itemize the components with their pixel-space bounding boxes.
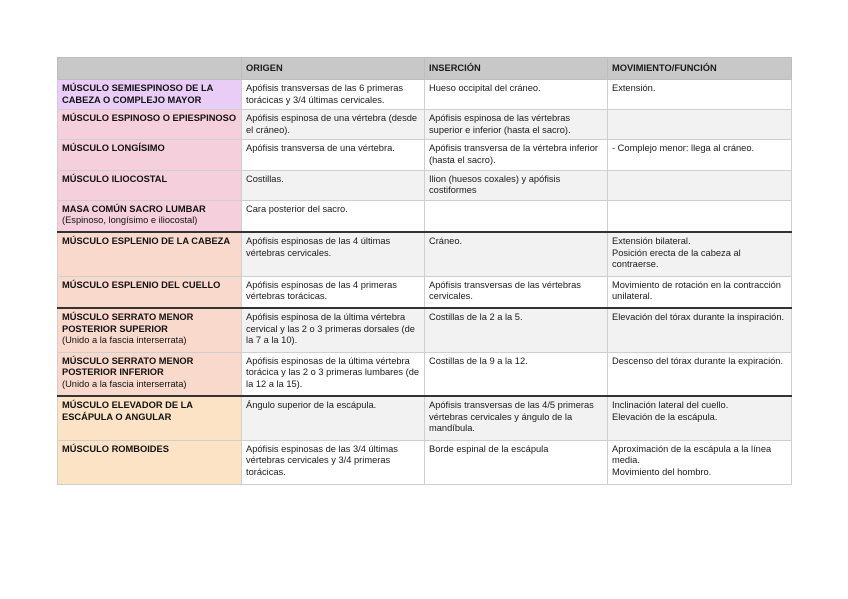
insercion-cell: Apófisis transversa de la vértebra inferior (hasta el sacro). bbox=[425, 140, 608, 170]
origen-cell: Ángulo superior de la escápula. bbox=[242, 396, 425, 440]
movimiento-line: Aproximación de la escápula a la línea media. bbox=[612, 443, 772, 466]
table-row bbox=[58, 140, 792, 170]
movimiento-line: Extensión bilateral. bbox=[612, 236, 691, 247]
muscle-name-cell bbox=[58, 232, 242, 276]
insercion-cell: Cráneo. bbox=[425, 232, 608, 276]
movimiento-cell bbox=[608, 140, 792, 170]
header-movimiento: MOVIMIENTO/FUNCIÓN bbox=[608, 58, 792, 80]
muscle-name: MÚSCULO ILIOCOSTAL bbox=[62, 173, 168, 184]
muscle-name: MÚSCULO ESPLENIO DE LA CABEZA bbox=[62, 236, 231, 247]
muscle-note: (Espinoso, longísimo e iliocostal) bbox=[62, 215, 198, 226]
movimiento-line: Extensión. bbox=[612, 83, 656, 93]
insercion-cell: Borde espinal de la escápula bbox=[425, 440, 608, 484]
muscle-name-cell bbox=[58, 352, 242, 396]
movimiento-line: - Complejo menor: llega al cráneo. bbox=[612, 143, 755, 154]
origen-cell: Apófisis transversa de una vértebra. bbox=[242, 140, 425, 170]
table-row bbox=[58, 396, 792, 440]
muscle-note: (Unido a la fascia interserrata) bbox=[62, 335, 187, 346]
insercion-cell: Apófisis espinosa de las vértebras superior e inferior (hasta el sacro). bbox=[425, 110, 608, 140]
origen-cell: Cara posterior del sacro. bbox=[242, 200, 425, 232]
muscle-name: MÚSCULO ROMBOIDES bbox=[62, 443, 169, 454]
muscle-name: MASA COMÚN SACRO LUMBAR bbox=[62, 203, 206, 214]
table-row bbox=[58, 80, 792, 110]
header-insercion: INSERCIÓN bbox=[425, 58, 608, 80]
muscle-name-cell bbox=[58, 440, 242, 484]
movimiento-cell bbox=[608, 440, 792, 484]
movimiento-cell bbox=[608, 232, 792, 276]
movimiento-cell bbox=[608, 308, 792, 352]
insercion-cell: Costillas de la 2 a la 5. bbox=[425, 308, 608, 352]
origen-cell: Apófisis espinosas de las 4 primeras vértebras torácicas. bbox=[242, 276, 425, 308]
table-row bbox=[58, 276, 792, 308]
muscle-name-cell bbox=[58, 140, 242, 170]
movimiento-cell bbox=[608, 352, 792, 396]
muscle-note: (Unido a la fascia interserrata) bbox=[62, 378, 187, 389]
muscle-name: MÚSCULO SERRATO MENOR POSTERIOR SUPERIOR bbox=[62, 312, 194, 334]
origen-cell: Apófisis transversas de las 6 primeras torácicas y 3/4 últimas cervicales. bbox=[242, 80, 425, 110]
table-row bbox=[58, 352, 792, 396]
muscle-name-cell bbox=[58, 396, 242, 440]
table-header-row bbox=[58, 58, 792, 80]
muscle-name: MÚSCULO ELEVADOR DE LA ESCÁPULA O ANGULAR bbox=[62, 400, 193, 422]
origen-cell: Apófisis espinosa de la última vértebra cervical y las 2 o 3 primeras dorsales (de la 7 a la 10). bbox=[242, 308, 425, 352]
origen-cell: Apófisis espinosa de una vértebra (desde el cráneo). bbox=[242, 110, 425, 140]
insercion-cell: Apófisis transversas de las vértebras cervicales. bbox=[425, 276, 608, 308]
movimiento-line: Elevación de la escápula. bbox=[612, 411, 718, 422]
muscle-name-cell bbox=[58, 170, 242, 200]
movimiento-line: Posición erecta de la cabeza al contraerse. bbox=[612, 247, 741, 270]
origen-cell: Apófisis espinosas de las 3/4 últimas vértebras cervicales y 3/4 primeras torácicas. bbox=[242, 440, 425, 484]
movimiento-cell bbox=[608, 396, 792, 440]
muscle-name: MÚSCULO ESPINOSO O EPIESPINOSO bbox=[62, 113, 237, 124]
movimiento-cell bbox=[608, 80, 792, 110]
muscle-name: MÚSCULO SERRATO MENOR POSTERIOR INFERIOR bbox=[62, 355, 194, 378]
muscle-name-cell bbox=[58, 308, 242, 352]
movimiento-line: Inclinación lateral del cuello. bbox=[612, 400, 729, 411]
muscle-name-cell bbox=[58, 200, 242, 232]
muscle-name: MÚSCULO SEMIESPINOSO DE LA CABEZA O COMPLEJO MAYOR bbox=[62, 83, 214, 105]
movimiento-cell bbox=[608, 170, 792, 200]
insercion-cell: Ilion (huesos coxales) y apófisis costiformes bbox=[425, 170, 608, 200]
movimiento-cell bbox=[608, 200, 792, 232]
header-empty bbox=[58, 58, 242, 80]
muscles-table bbox=[57, 57, 792, 485]
movimiento-cell bbox=[608, 276, 792, 308]
movimiento-line: Movimiento de rotación en la contracción unilateral. bbox=[612, 279, 781, 302]
origen-cell: Apófisis espinosas de las 4 últimas vértebras cervicales. bbox=[242, 232, 425, 276]
muscle-name-cell bbox=[58, 110, 242, 140]
movimiento-cell bbox=[608, 110, 792, 140]
muscle-name: MÚSCULO ESPLENIO DEL CUELLO bbox=[62, 279, 221, 290]
table-row bbox=[58, 200, 792, 232]
header-origen: ORIGEN bbox=[242, 58, 425, 80]
muscle-name: MÚSCULO LONGÍSIMO bbox=[62, 143, 165, 154]
table-row bbox=[58, 170, 792, 200]
table-row bbox=[58, 440, 792, 484]
insercion-cell: Hueso occipital del cráneo. bbox=[425, 80, 608, 110]
movimiento-line: Descenso del tórax durante la expiración. bbox=[612, 355, 784, 366]
muscle-name-cell bbox=[58, 276, 242, 308]
origen-cell: Apófisis espinosas de la última vértebra torácica y las 2 o 3 primeras lumbares (de la 12 a la 15). bbox=[242, 352, 425, 396]
muscle-name-cell bbox=[58, 80, 242, 110]
insercion-cell: Costillas de la 9 a la 12. bbox=[425, 352, 608, 396]
origen-cell: Costillas. bbox=[242, 170, 425, 200]
table-row bbox=[58, 308, 792, 352]
insercion-cell: Apófisis transversas de las 4/5 primeras vértebras cervicales y ángulo de la mandíbula. bbox=[425, 396, 608, 440]
insercion-cell bbox=[425, 200, 608, 232]
table-row bbox=[58, 110, 792, 140]
movimiento-line: Movimiento del hombro. bbox=[612, 466, 712, 477]
table-row bbox=[58, 232, 792, 276]
movimiento-line: Elevación del tórax durante la inspiración. bbox=[612, 312, 785, 323]
